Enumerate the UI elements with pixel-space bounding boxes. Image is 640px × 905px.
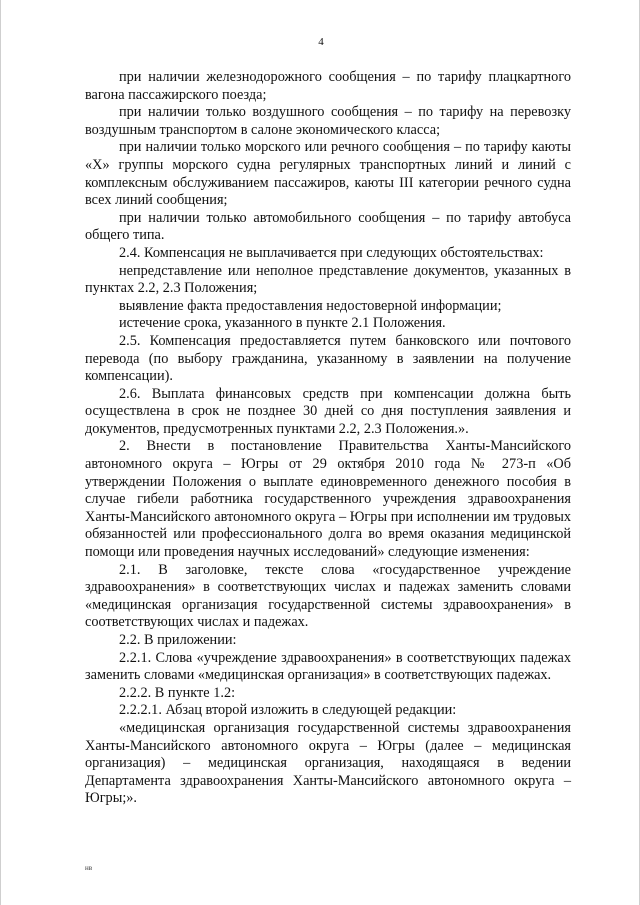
paragraph-2-5: 2.5. Компенсация предоставляется путем банковского или почтового перевода (по выбору гражданина, указанному в заявлении на получение компенсации). [85,332,571,385]
paragraph-sea-river-tariff: при наличии только морского или речного сообщения – по тарифу каюты «X» группы морского судна регулярных транспортных линий и линий с комплексным обслуживанием пассажиров, каюты III категории речного судна всех линий сообщения; [85,139,571,209]
paragraph-2-2-2-1: 2.2.2.1. Абзац второй изложить в следующей редакции: [119,702,457,719]
paragraph-2-2: 2.2. В приложении: [119,632,237,648]
paragraph-2-4-item-3: истечение срока, указанного в пункте 2.1 Положения. [119,315,446,332]
paragraph-2-1: 2.1. В заголовке, тексте слова «государственное учреждение здравоохранения» в соответствующих числах и падежах заменить словами «медицинская организация государственной системы здравоохранения» в соответствующих числах и падежах. [85,561,571,631]
paragraph-2-4-item-1: непредставление или неполное представление документов, указанных в пунктах 2.2, 2.3 Положения; [85,262,571,297]
paragraph-2-2-2: 2.2.2. В пункте 1.2: [119,684,236,701]
paragraph-2-4-item-2: выявление факта предоставления недостоверной информации; [119,297,502,314]
paragraph-rail-tariff: при наличии железнодорожного сообщения – по тарифу плацкартного вагона пассажирского поезда; [85,69,571,103]
paragraph-2-2-1: 2.2.1. Слова «учреждение здравоохранения» в соответствующих падежах заменить словами «медицинская организация» в соответствующих падежах. [85,649,571,684]
paragraph-section-2: 2. Внести в постановление Правительства Ханты-Мансийского автономного округа – Югры от 29 октября 2010 года № 273-п «Об утверждении Положения о выплате единовременного денежного пособия в случае гибели работника государственного учреждения здравоохранения Ханты-Мансийского автономного округа – Югры при исполнении им трудовых обязанностей или профессионального долга во время оказания медицинской помощи или проведения научных исследований» следующие изменения: [85,438,571,561]
paragraph-air-tariff: при наличии только воздушного сообщения – по тарифу на перевозку воздушным транспортом в салоне экономического класса; [85,104,571,138]
paragraph-2-6: 2.6. Выплата финансовых средств при компенсации должна быть осуществлена в срок не позднее 30 дней со дня поступления заявления и документов, предусмотренных пунктами 2.2, 2.3 Положения.». [85,385,571,437]
footer-mark: нв [85,864,93,872]
paragraph-bus-tariff: при наличии только автомобильного сообщения – по тарифу автобуса общего типа. [85,209,571,244]
paragraph-2-4: 2.4. Компенсация не выплачивается при следующих обстоятельствах: [119,244,544,261]
page-number: 4 [318,36,324,48]
document-body [85,69,571,808]
paragraph-new-definition: «медицинская организация государственной системы здравоохранения Ханты-Мансийского автономного округа – Югры (далее – медицинская организация) – медицинская организация, находящаяся в ведении Департамента здравоохранения Ханты-Мансийского автономного округа – Югры;». [85,719,571,807]
